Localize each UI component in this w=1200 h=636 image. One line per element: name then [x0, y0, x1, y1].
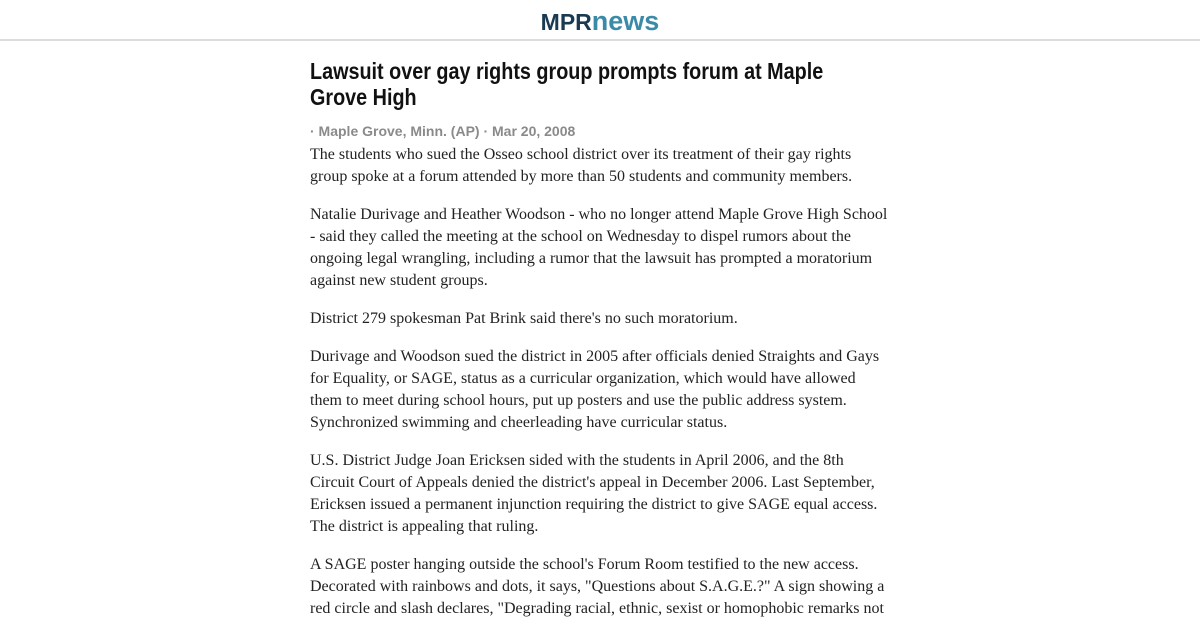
logo-news-text: news: [591, 6, 660, 36]
article-paragraph: District 279 spokesman Pat Brink said there's no such moratorium.: [310, 310, 738, 327]
article-byline: · Maple Grove, Minn. (AP) · Mar 20, 2008: [310, 123, 576, 139]
site-header: [0, 0, 1200, 41]
article-headline: Lawsuit over gay rights group prompts forum at Maple Grove High: [310, 58, 824, 110]
article-paragraph: A SAGE poster hanging outside the school's Forum Room testified to the new access. Decorated with rainbows and dots, it says, "Questions about S.A.G.E.?" A sign showing a red circle and slash declares, "Degrading racial, ethnic, sexist or homophobic remarks not: [310, 556, 885, 617]
article-paragraph: The students who sued the Osseo school district over its treatment of their gay rights group spoke at a forum attended by more than 50 students and community members.: [310, 146, 853, 185]
article-paragraph: Durivage and Woodson sued the district in 2005 after officials denied Straights and Gays for Equality, or SAGE, status as a curricular organization, which would have allowed them to meet during school hours, put up posters and use the public address system. Synchronized swimming and cheerleading have curricular status.: [310, 348, 880, 431]
article: [310, 58, 890, 636]
article-paragraph: U.S. District Judge Joan Ericksen sided with the students in April 2006, and the 8th Circuit Court of Appeals denied the district's appeal in December 2006. Last September, Ericksen issued a permanent injunction requiring the district to give SAGE equal access. The district is appealing that ruling.: [310, 452, 878, 535]
article-paragraph: Natalie Durivage and Heather Woodson - who no longer attend Maple Grove High School - said they called the meeting at the school on Wednesday to dispel rumors about the ongoing legal wrangling, including a rumor that the lawsuit has prompted a moratorium against new student groups.: [310, 206, 888, 289]
mpr-news-logo[interactable]: [541, 6, 660, 41]
logo-mpr-text: MPR: [540, 9, 592, 35]
article-body: [310, 144, 890, 620]
